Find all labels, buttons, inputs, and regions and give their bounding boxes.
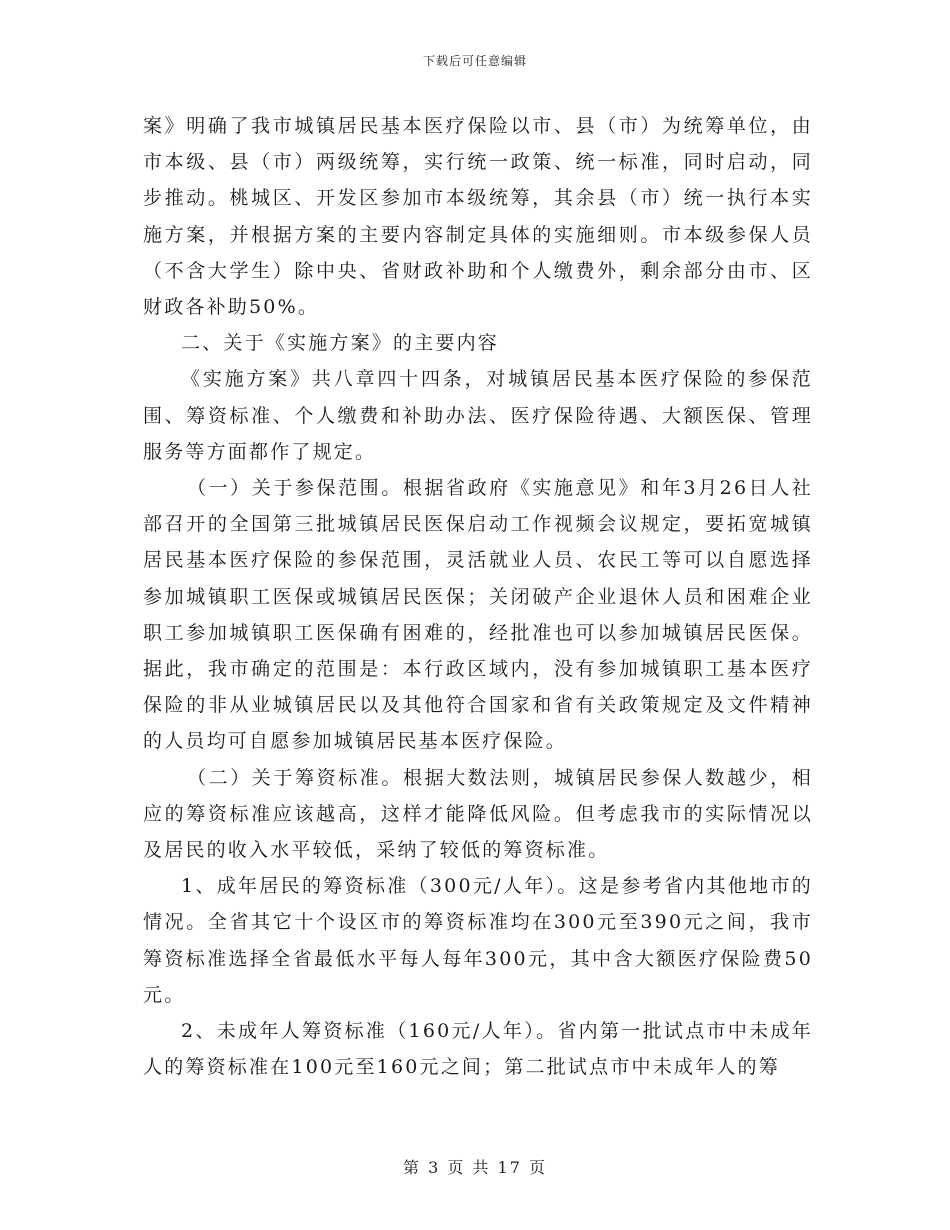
page-number-footer: 第 3 页 共 17 页 xyxy=(403,1158,547,1177)
paragraph-minor-standard: 2、未成年人筹资标准（160元/人年）。省内第一批试点市中未成年人的筹资标准在100元至160元之间；第二批试点市中未成年人的筹 xyxy=(143,1020,813,1079)
paragraph-continuation: 案》明确了我市城镇居民基本医疗保险以市、县（市）为统筹单位，由市本级、县（市）两级统筹，实行统一政策、统一标准，同时启动，同步推动。桃城区、开发区参加市本级统筹，其余县（市）统一执行本实施方案，并根据方案的主要内容制定具体的实施细则。市本级参保人员（不含大学生）除中央、省财政补助和个人缴费外，剩余部分由市、区财政各补助50%。 xyxy=(143,115,813,319)
header-note: 下载后可任意编辑 xyxy=(422,54,527,68)
document-body xyxy=(143,108,813,1085)
paragraph-overview: 《实施方案》共八章四十四条，对城镇居民基本医疗保险的参保范围、筹资标准、个人缴费和补助办法、医疗保险待遇、大额医保、管理服务等方面都作了规定。 xyxy=(143,368,813,463)
section-heading: 二、关于《实施方案》的主要内容 xyxy=(181,332,500,355)
paragraph-funding: （二）关于筹资标准。根据大数法则，城镇居民参保人数越少，相应的筹资标准应该越高，这样才能降低风险。但考虑我市的实际情况以及居民的收入水平较低，采纳了较低的筹资标准。 xyxy=(143,766,813,862)
paragraph-coverage: （一）关于参保范围。根据省政府《实施意见》和年3月26日人社部召开的全国第三批城镇居民医保启动工作视频会议规定，要拓宽城镇居民基本医疗保险的参保范围，灵活就业人员、农民工等可以自愿选择参加城镇职工医保或城镇居民医保；关闭破产企业退休人员和困难企业职工参加城镇职工医保确有困难的，经批准也可以参加城镇居民医保。据此，我市确定的范围是：本行政区域内，没有参加城镇职工基本医疗保险的非从业城镇居民以及其他符合国家和省有关政策规定及文件精神的人员均可自愿参加城镇居民基本医疗保险。 xyxy=(143,477,813,753)
paragraph-adult-standard: 1、成年居民的筹资标准（300元/人年）。这是参考省内其他地市的情况。全省其它十个设区市的筹资标准均在300元至390元之间，我市筹资标准选择全省最低水平每人每年300元，其中含大额医疗保险费50元。 xyxy=(143,875,813,1006)
